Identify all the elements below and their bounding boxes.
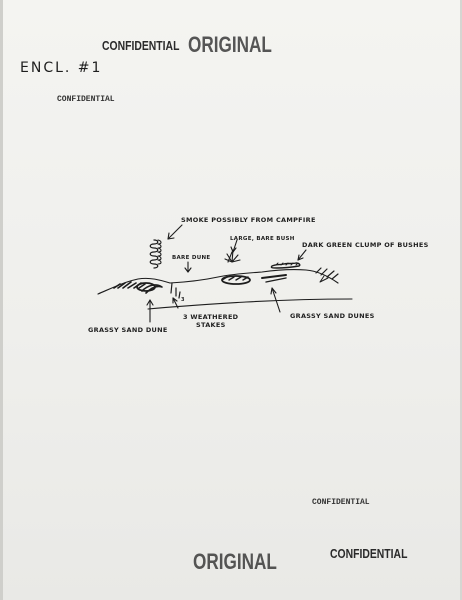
label-weathered-stakes-1: 3 WEATHERED bbox=[183, 313, 239, 321]
label-weathered-stakes-2: STAKES bbox=[196, 321, 226, 329]
enclosure-label: ENCL. #1 bbox=[20, 60, 103, 76]
label-grassy-sand-dunes: GRASSY SAND DUNES bbox=[290, 312, 375, 320]
label-bare-dune: BARE DUNE bbox=[172, 255, 211, 261]
confidential-typed-bottom: CONFIDENTIAL bbox=[312, 498, 370, 507]
label-smoke-campfire: SMOKE POSSIBLY FROM CAMPFIRE bbox=[181, 216, 316, 224]
label-stake-marker: 3 bbox=[181, 297, 185, 303]
confidential-typed-top: CONFIDENTIAL bbox=[57, 95, 115, 104]
confidential-stamp-top: CONFIDENTIAL bbox=[102, 38, 180, 53]
label-dark-green-clump: DARK GREEN CLUMP OF BUSHES bbox=[302, 241, 429, 249]
original-stamp-bottom: ORIGINAL bbox=[193, 549, 277, 574]
label-large-bare-bush: LARGE, BARE BUSH bbox=[230, 236, 295, 242]
label-grassy-sand-dune: GRASSY SAND DUNE bbox=[88, 326, 168, 334]
original-stamp-top: ORIGINAL bbox=[188, 32, 272, 57]
confidential-stamp-bottom: CONFIDENTIAL bbox=[330, 546, 408, 561]
